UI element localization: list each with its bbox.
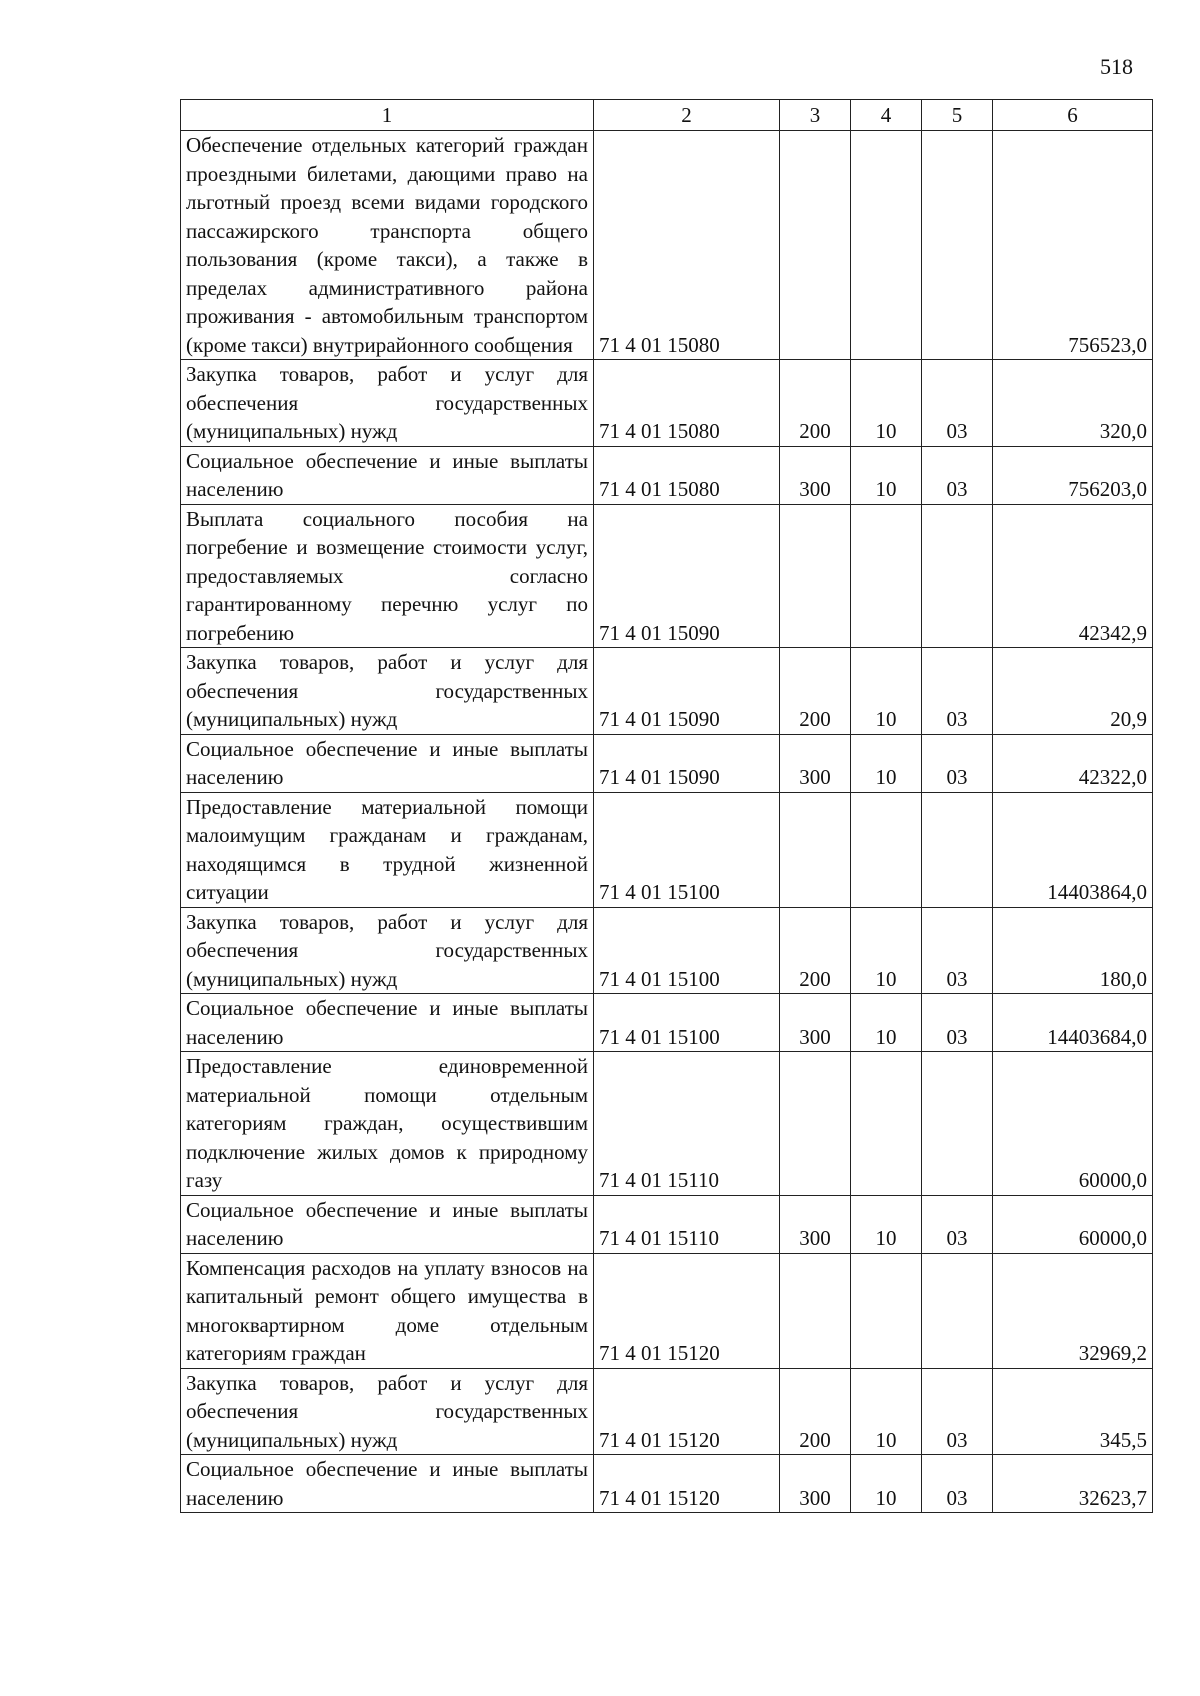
- row-target-code: 71 4 01 15110: [594, 1052, 780, 1196]
- row-amount: 60000,0: [993, 1195, 1153, 1253]
- table-row: [181, 1253, 1153, 1368]
- row-target-code: 71 4 01 15090: [594, 734, 780, 792]
- row-target-code: 71 4 01 15080: [594, 446, 780, 504]
- row-section: 10: [851, 994, 922, 1052]
- row-target-code: 71 4 01 15080: [594, 131, 780, 360]
- row-amount: 14403864,0: [993, 792, 1153, 907]
- row-description: Социальное обеспечение и иные выплаты населению: [181, 734, 594, 792]
- row-description: Предоставление материальной помощи малоимущим гражданам и гражданам, находящимся в трудной жизненной ситуации: [181, 792, 594, 907]
- row-expense-type: 300: [780, 734, 851, 792]
- row-section: [851, 504, 922, 648]
- row-amount: 756203,0: [993, 446, 1153, 504]
- row-amount: 14403684,0: [993, 994, 1153, 1052]
- row-subsection: 03: [922, 907, 993, 994]
- row-expense-type: 200: [780, 1368, 851, 1455]
- row-section: 10: [851, 446, 922, 504]
- row-description: Предоставление единовременной материальной помощи отдельным категориям граждан, осуществившим подключение жилых домов к природному газу: [181, 1052, 594, 1196]
- row-subsection: [922, 504, 993, 648]
- row-description: Социальное обеспечение и иные выплаты населению: [181, 1455, 594, 1513]
- row-target-code: 71 4 01 15120: [594, 1455, 780, 1513]
- table-row: [181, 994, 1153, 1052]
- row-description: Закупка товаров, работ и услуг для обеспечения государственных (муниципальных) нужд: [181, 648, 594, 735]
- row-expense-type: [780, 504, 851, 648]
- row-subsection: 03: [922, 994, 993, 1052]
- row-section: [851, 1253, 922, 1368]
- row-target-code: 71 4 01 15090: [594, 504, 780, 648]
- row-description: Социальное обеспечение и иные выплаты населению: [181, 446, 594, 504]
- row-subsection: 03: [922, 648, 993, 735]
- row-expense-type: 200: [780, 360, 851, 447]
- row-section: [851, 131, 922, 360]
- table-row: [181, 1368, 1153, 1455]
- row-subsection: 03: [922, 360, 993, 447]
- row-amount: 20,9: [993, 648, 1153, 735]
- table-row: [181, 504, 1153, 648]
- row-section: 10: [851, 360, 922, 447]
- row-subsection: [922, 1052, 993, 1196]
- row-section: 10: [851, 907, 922, 994]
- table-row: [181, 446, 1153, 504]
- row-section: [851, 792, 922, 907]
- table-row: [181, 1195, 1153, 1253]
- row-expense-type: [780, 1253, 851, 1368]
- row-description: Выплата социального пособия на погребение и возмещение стоимости услуг, предоставляемых согласно гарантированному перечню услуг по погребению: [181, 504, 594, 648]
- row-subsection: [922, 131, 993, 360]
- row-description: Компенсация расходов на уплату взносов на капитальный ремонт общего имущества в многоквартирном доме отдельным категориям граждан: [181, 1253, 594, 1368]
- row-expense-type: [780, 792, 851, 907]
- row-amount: 42342,9: [993, 504, 1153, 648]
- table-row: [181, 792, 1153, 907]
- row-expense-type: 300: [780, 1455, 851, 1513]
- row-description: Обеспечение отдельных категорий граждан проездными билетами, дающими право на льготный проезд всеми видами городского пассажирского транспорта общего пользования (кроме такси), а также в пределах административного района проживания - автомобильным транспортом (кроме такси) внутрирайонного сообщения: [181, 131, 594, 360]
- row-subsection: 03: [922, 734, 993, 792]
- table-row: [181, 648, 1153, 735]
- row-section: 10: [851, 1368, 922, 1455]
- row-section: 10: [851, 734, 922, 792]
- row-subsection: 03: [922, 446, 993, 504]
- column-header: 4: [851, 100, 922, 131]
- row-amount: 32969,2: [993, 1253, 1153, 1368]
- row-expense-type: 300: [780, 994, 851, 1052]
- row-section: 10: [851, 1195, 922, 1253]
- row-description: Закупка товаров, работ и услуг для обеспечения государственных (муниципальных) нужд: [181, 907, 594, 994]
- column-header: 3: [780, 100, 851, 131]
- row-expense-type: 300: [780, 446, 851, 504]
- table-row: [181, 907, 1153, 994]
- row-description: Закупка товаров, работ и услуг для обеспечения государственных (муниципальных) нужд: [181, 1368, 594, 1455]
- row-expense-type: [780, 1052, 851, 1196]
- row-section: [851, 1052, 922, 1196]
- row-target-code: 71 4 01 15120: [594, 1368, 780, 1455]
- table-row: [181, 1455, 1153, 1513]
- column-header: 6: [993, 100, 1153, 131]
- table-row: [181, 131, 1153, 360]
- row-description: Закупка товаров, работ и услуг для обеспечения государственных (муниципальных) нужд: [181, 360, 594, 447]
- column-header: 5: [922, 100, 993, 131]
- row-amount: 180,0: [993, 907, 1153, 994]
- row-amount: 345,5: [993, 1368, 1153, 1455]
- row-subsection: 03: [922, 1195, 993, 1253]
- row-amount: 60000,0: [993, 1052, 1153, 1196]
- row-expense-type: 300: [780, 1195, 851, 1253]
- budget-table: [180, 99, 1153, 1513]
- row-subsection: 03: [922, 1455, 993, 1513]
- row-target-code: 71 4 01 15100: [594, 994, 780, 1052]
- table-row: [181, 360, 1153, 447]
- row-subsection: [922, 792, 993, 907]
- row-expense-type: 200: [780, 648, 851, 735]
- column-header: 1: [181, 100, 594, 131]
- row-target-code: 71 4 01 15120: [594, 1253, 780, 1368]
- row-expense-type: [780, 131, 851, 360]
- row-expense-type: 200: [780, 907, 851, 994]
- row-target-code: 71 4 01 15080: [594, 360, 780, 447]
- page-number: 518: [1100, 54, 1133, 79]
- row-section: 10: [851, 648, 922, 735]
- row-subsection: [922, 1253, 993, 1368]
- row-description: Социальное обеспечение и иные выплаты населению: [181, 1195, 594, 1253]
- row-section: 10: [851, 1455, 922, 1513]
- table-row: [181, 734, 1153, 792]
- row-target-code: 71 4 01 15100: [594, 907, 780, 994]
- table-row: [181, 1052, 1153, 1196]
- row-amount: 42322,0: [993, 734, 1153, 792]
- row-subsection: 03: [922, 1368, 993, 1455]
- row-amount: 32623,7: [993, 1455, 1153, 1513]
- row-description: Социальное обеспечение и иные выплаты населению: [181, 994, 594, 1052]
- row-target-code: 71 4 01 15110: [594, 1195, 780, 1253]
- row-amount: 320,0: [993, 360, 1153, 447]
- column-header: 2: [594, 100, 780, 131]
- row-target-code: 71 4 01 15090: [594, 648, 780, 735]
- header-row: [181, 100, 1153, 131]
- row-target-code: 71 4 01 15100: [594, 792, 780, 907]
- row-amount: 756523,0: [993, 131, 1153, 360]
